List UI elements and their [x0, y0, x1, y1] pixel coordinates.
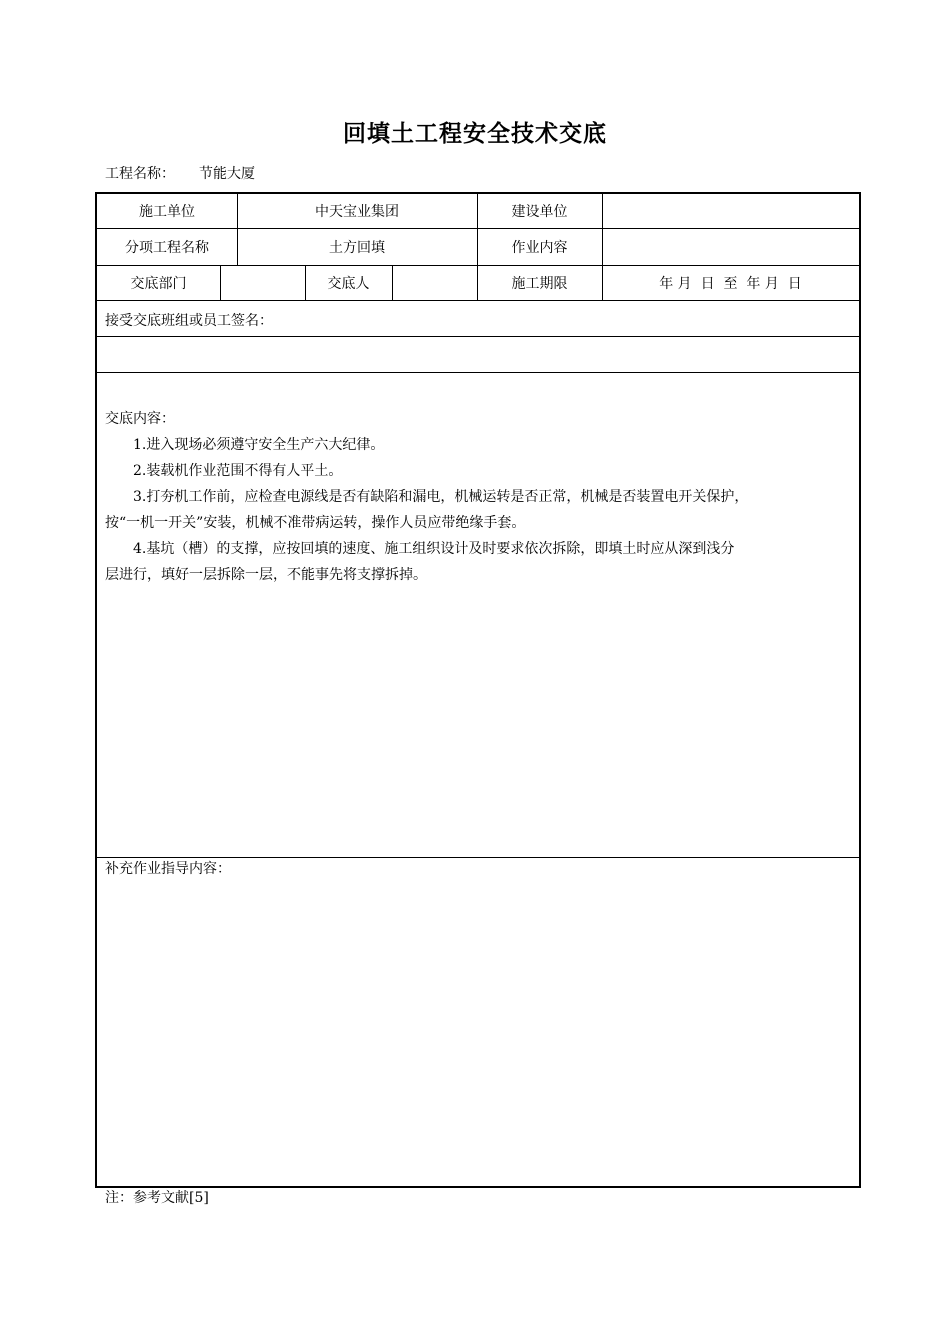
supplement-field[interactable] — [105, 884, 851, 1174]
sub-project-label: 分项工程名称 — [125, 239, 209, 256]
sub-project-value[interactable]: 土方回填 — [329, 239, 385, 256]
disclosure-dept-label: 交底部门 — [130, 275, 187, 292]
content-item: 3.打夯机工作前，应检查电源线是否有缺陷和漏电，机械运转是否正常，机械是否装置电开关保护， — [133, 489, 749, 505]
discloser-value[interactable] — [392, 265, 477, 300]
content-item: 2.装载机作业范围不得有人平土。 — [133, 463, 343, 479]
construction-unit-value[interactable]: 中天宝业集团 — [315, 204, 399, 220]
discloser-label: 交底人 — [327, 275, 370, 292]
disclosure-form-table — [95, 192, 861, 1188]
work-content-label: 作业内容 — [511, 239, 568, 256]
project-name-line — [105, 163, 255, 183]
content-label: 交底内容： — [105, 411, 175, 427]
signature-field[interactable] — [105, 344, 851, 366]
disclosure-dept-value[interactable] — [220, 265, 305, 300]
construction-unit-label: 施工单位 — [139, 204, 195, 220]
content-item-continuation: 层进行，填好一层拆除一层，不能事先将支撑拆掉。 — [105, 567, 427, 583]
content-item: 4.基坑（槽）的支撑，应按回填的速度、施工组织设计及时要求依次拆除，即填土时应从深到浅分 — [133, 541, 735, 557]
construction-period-value[interactable]: 年 月 日 至 年 月 日 — [659, 275, 802, 292]
signature-label: 接受交底班组或员工签名： — [105, 313, 273, 329]
document-title: 回填土工程安全技术交底 — [343, 121, 607, 147]
construction-period-label: 施工期限 — [511, 275, 568, 292]
owner-unit-label: 建设单位 — [511, 204, 568, 220]
project-name-label: 工程名称： — [105, 166, 175, 182]
supplement-label: 补充作业指导内容： — [105, 861, 231, 877]
owner-unit-value[interactable] — [602, 194, 859, 228]
footnote: 注：参考文献[5] — [105, 1190, 209, 1206]
project-name-value: 节能大厦 — [199, 166, 255, 182]
content-item-continuation: 按“一机一开关”安装，机械不准带病运转，操作人员应带绝缘手套。 — [105, 515, 526, 531]
work-content-value[interactable] — [602, 228, 859, 265]
disclosure-content — [105, 406, 855, 588]
content-item: 1.进入现场必须遵守安全生产六大纪律。 — [133, 437, 385, 453]
